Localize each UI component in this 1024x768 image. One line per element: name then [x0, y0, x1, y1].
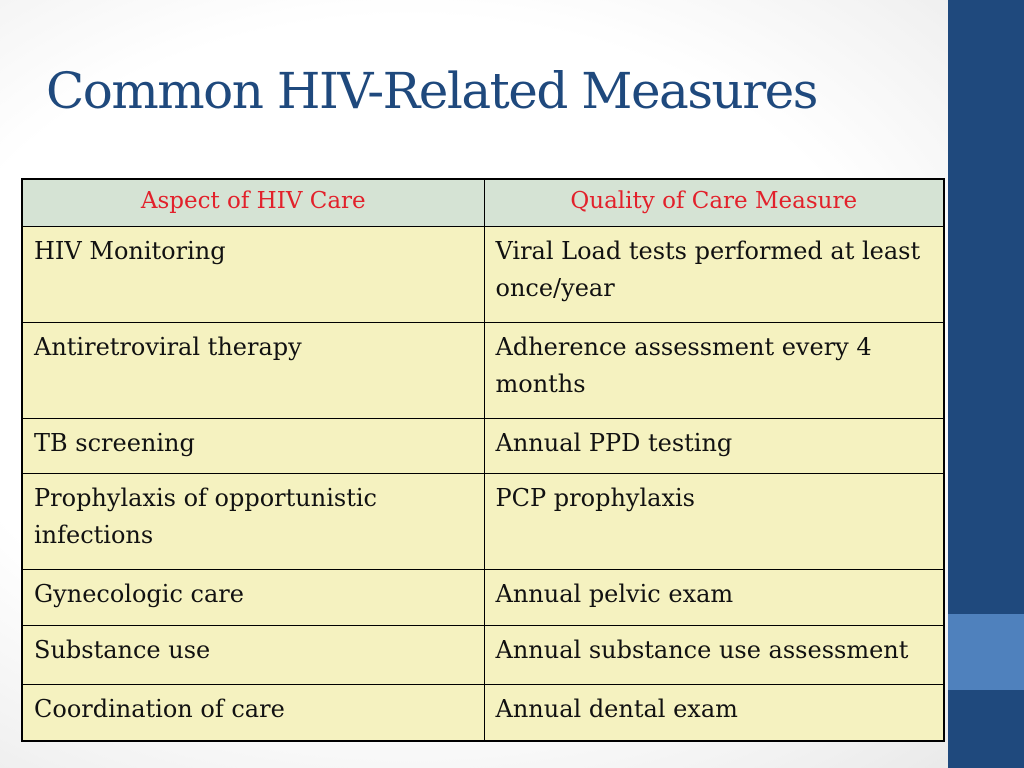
header-aspect-of-care: Aspect of HIV Care [23, 180, 484, 226]
measures-table-container [21, 178, 945, 742]
measure-cell: Annual pelvic exam [484, 570, 943, 626]
aspect-cell: Antiretroviral therapy [23, 322, 484, 418]
measures-table [23, 180, 943, 740]
measure-cell: Adherence assessment every 4 months [484, 322, 943, 418]
measure-cell: Annual substance use assessment [484, 626, 943, 685]
measure-cell: PCP prophylaxis [484, 474, 943, 570]
aspect-cell: Gynecologic care [23, 570, 484, 626]
aspect-cell: Substance use [23, 626, 484, 685]
table-row [23, 626, 943, 685]
header-quality-measure: Quality of Care Measure [484, 180, 943, 226]
table-row [23, 684, 943, 740]
aspect-cell: Coordination of care [23, 684, 484, 740]
measure-cell: Annual PPD testing [484, 418, 943, 474]
table-row [23, 570, 943, 626]
table-header-row [23, 180, 943, 226]
measure-cell: Viral Load tests performed at least once/year [484, 226, 943, 322]
slide-title: Common HIV-Related Measures [46, 62, 817, 120]
aspect-cell: TB screening [23, 418, 484, 474]
table-row [23, 226, 943, 322]
table-row [23, 322, 943, 418]
right-sidebar-accent [948, 614, 1024, 690]
aspect-cell: Prophylaxis of opportunistic infections [23, 474, 484, 570]
table-row [23, 418, 943, 474]
table-row [23, 474, 943, 570]
aspect-cell: HIV Monitoring [23, 226, 484, 322]
measure-cell: Annual dental exam [495, 694, 738, 723]
